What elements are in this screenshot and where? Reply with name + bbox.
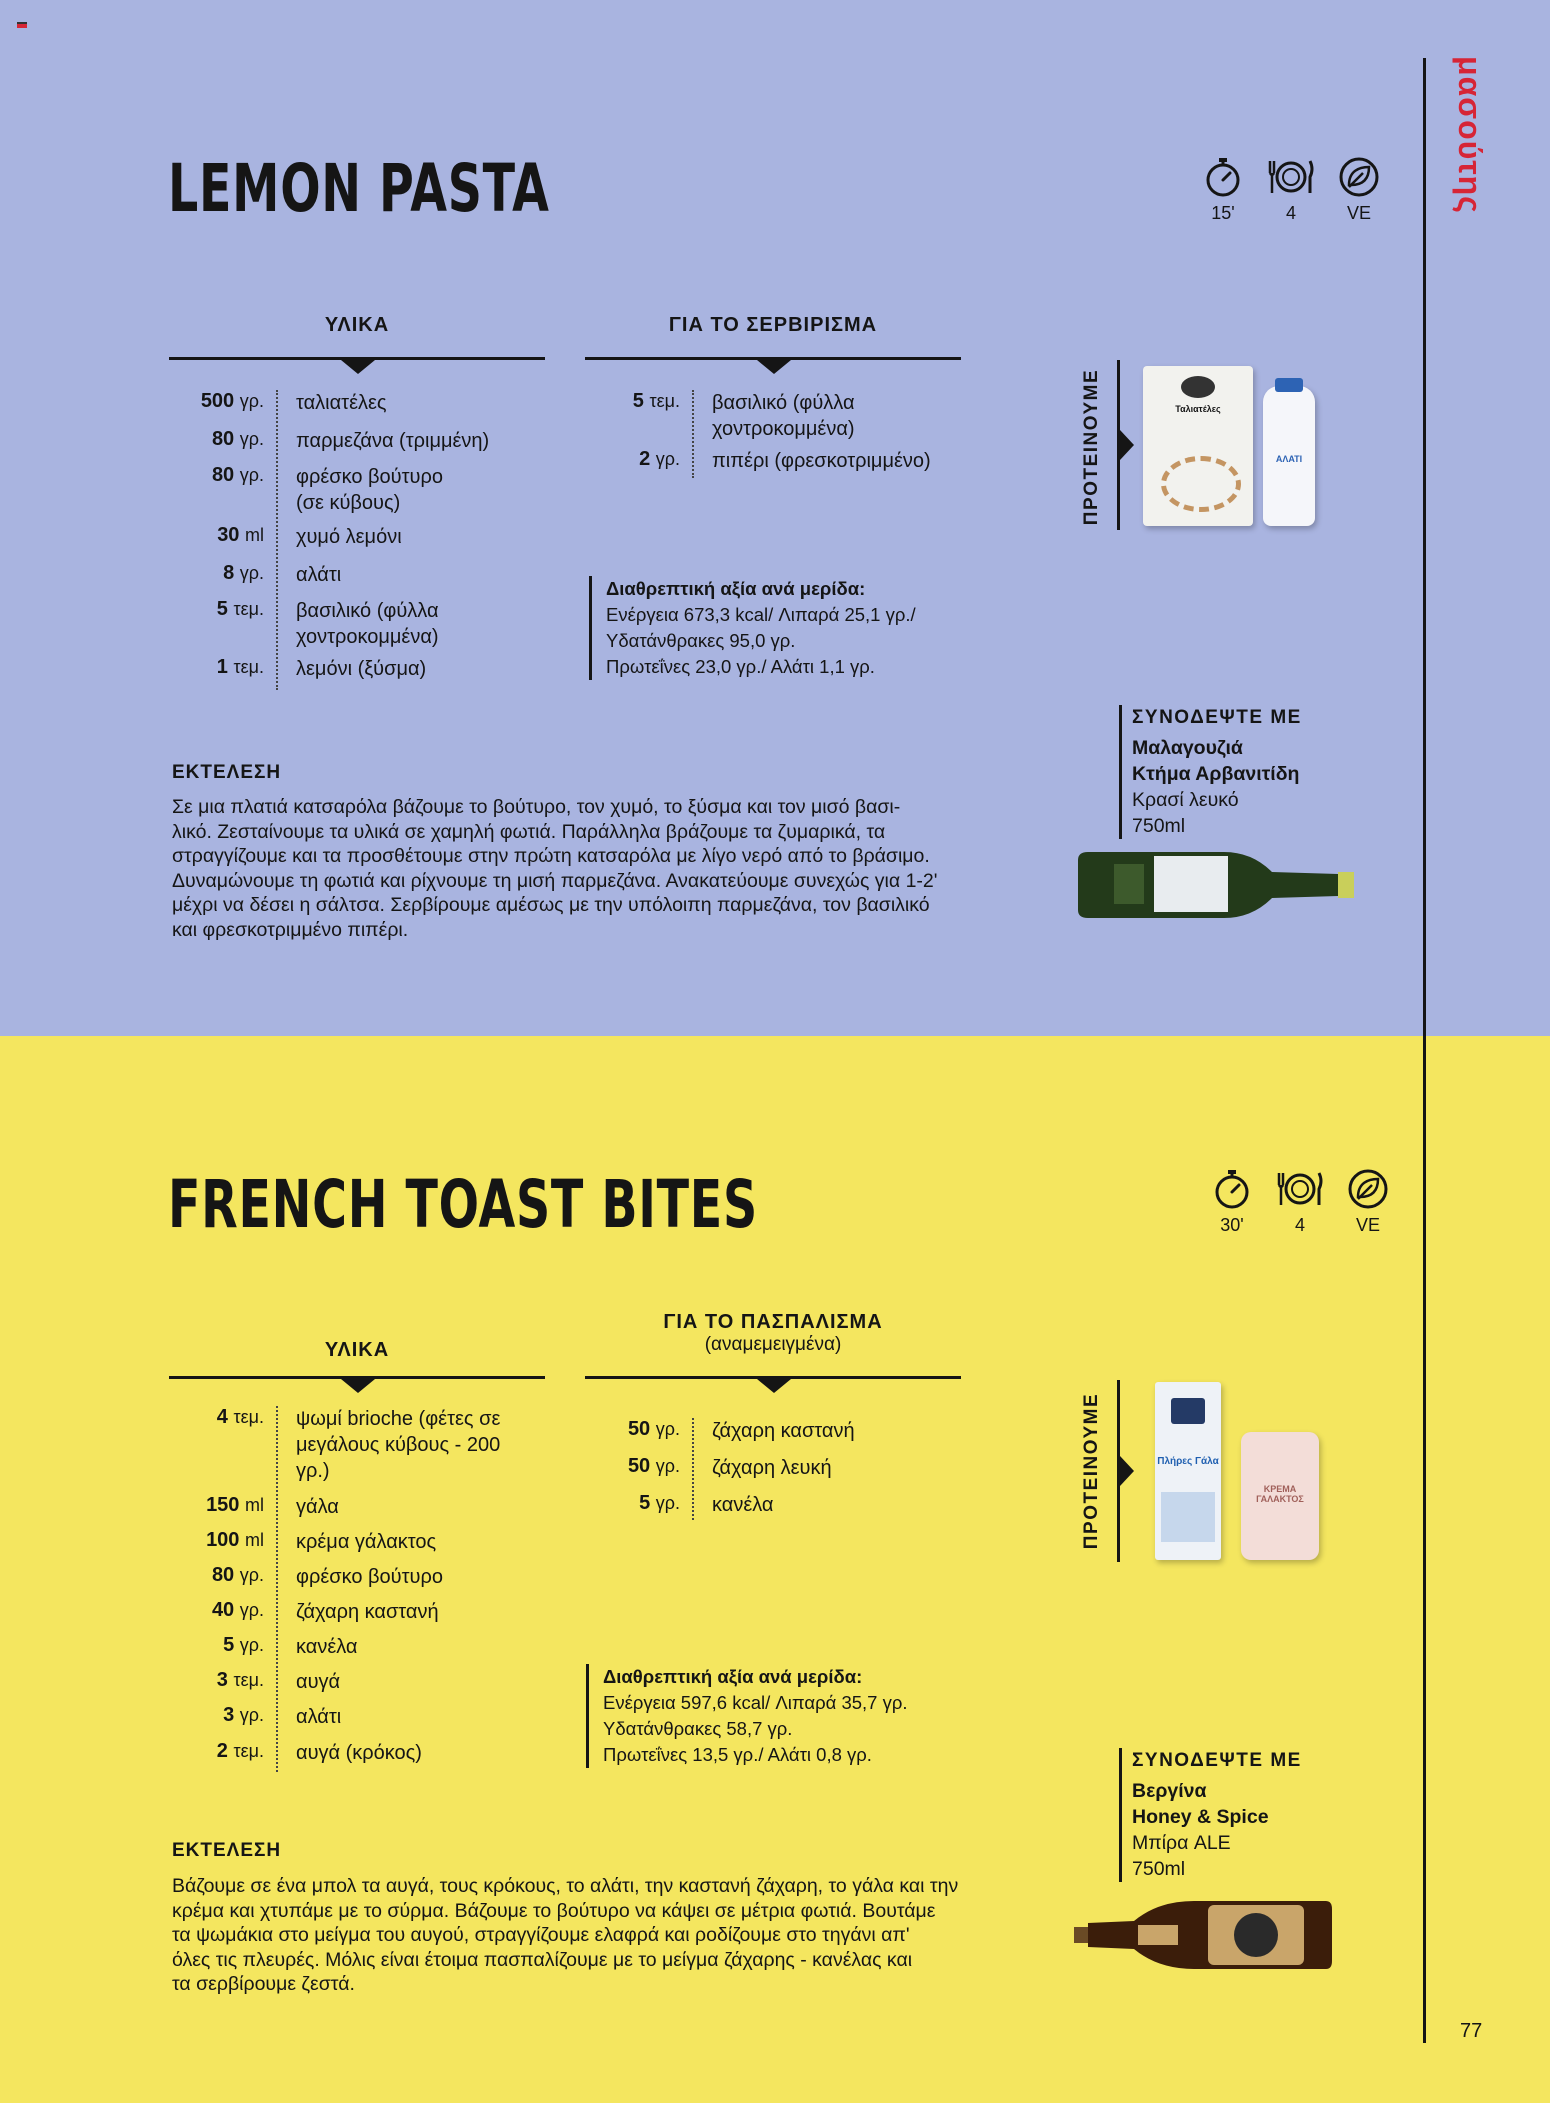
meta-time-value: 30' [1220,1215,1244,1235]
ingredient-divider [276,390,278,690]
meta-diet-value: VE [1346,203,1371,223]
serving-header: ΓΙΑ ΤΟ ΣΕΡΒΙΡΙΣΜΑ [668,314,878,336]
execution-text: Σε μια πλατιά κατσαρόλα βάζουμε το βούτυρο, τον χυμό, το ξύσμα και τον μισό βασι- λικό. Ζεσταίνουμε τα υλικά σε χαμηλή φωτιά. Παράλληλα βράζουμε τα ζυμαρικά, τα στραγγίζουμε και τα προσθέτουμε στην πρώτη κατσαρόλα με λίγο νερό από το βράσιμο. Δυναμώνουμε τη φωτιά και ρίχνουμε τη μισή παρμεζάνα. Ανακατεύουμε συνεχώς για 1-2' μέχρι να δέσει η σάλτσα. Σερβίρουμε αμέσως με την υπόλοιπη παρμεζάνα, τον βασιλικό και φρεσκοτριμμένο πιπέρι. [172,796,938,941]
meta-servings [1264,155,1318,224]
leaf-icon [1337,155,1381,199]
recipe-title: FRENCH TOAST BITES [168,1166,758,1243]
stopwatch-icon [1210,1167,1254,1211]
ingredients-header: ΥΛΙΚΑ [324,1339,390,1361]
ingredients-rule [169,1376,545,1379]
plate-cutlery-icon [1274,1167,1326,1211]
suggest-bar [1117,1380,1120,1562]
suggest-label: ΠΡΟΤΕΙΝΟΥΜΕ [1081,368,1102,526]
dusting-list: 50 γρ. ζάχαρη καστανή 50 γρ. ζάχαρη λευκή 5 γρ. κανέλα [584,1418,984,1522]
meta-servings [1273,1167,1327,1236]
recipe-title: LEMON PASTA [168,150,550,227]
dusting-divider [692,1418,694,1520]
recipe-meta [1205,1167,1395,1236]
pack-graphic [1161,1492,1215,1542]
dusting-rule [585,1376,961,1379]
corner-mark [17,22,27,28]
serving-divider [692,390,694,478]
serving-list: 5 τεμ. βασιλικό (φύλλα χοντροκομμένα) 2 γρ. πιπέρι (φρεσκοτριμμένο) [584,390,984,480]
nutrition-info: Διαθρεπτική αξία ανά μερίδα: Ενέργεια 597,6 kcal/ Λιπαρά 35,7 γρ. Υδατάνθρακες 58,7 γρ. Πρωτεΐνες 13,5 γρ./ Αλάτι 0,8 γρ. [586,1664,908,1768]
recipe-meta [1196,155,1386,224]
serving-rule [585,357,961,360]
meta-servings-value: 4 [1294,1215,1305,1235]
stopwatch-icon [1201,155,1245,199]
cream-pack: ΚΡΕΜΑ ΓΑΛΑΚΤΟΣ [1241,1432,1319,1560]
ingredient-divider [276,1406,278,1772]
execution-header: ΕΚΤΕΛΕΣΗ [172,762,282,783]
pairing-box: ΣΥΝΟΔΕΨΤΕ ΜΕ Βεργίνα Honey & Spice Μπίρα ALE 750ml [1119,1748,1302,1882]
meta-time-value: 15' [1211,203,1235,223]
page-number: 77 [1460,2020,1483,2042]
leaf-icon [1346,1167,1390,1211]
meta-time [1196,155,1250,224]
margin-rule [1423,58,1426,2043]
pasta-pack: Ταλιατέλες [1143,366,1253,526]
meta-servings-value: 4 [1285,203,1296,223]
ingredients-header: ΥΛΙΚΑ [324,314,390,336]
ingredients-rule [169,357,545,360]
execution-text: Βάζουμε σε ένα μπολ τα αυγά, τους κρόκους, το αλάτι, την καστανή ζάχαρη, το γάλα και την κρέμα και χτυπάμε με το σύρμα. Βάζουμε το βούτυρο να κάψει σε μέτρια φωτιά. Βουτάμε τα ψωμάκια στο μείγμα του αυγού, στραγγίζουμε ελαφρά και ροδίζουμε στο τηγάνι απ' όλες τις πλευρές. Μόλις είναι έτοιμα πασπαλίζουμε με το μείγμα ζάχαρης - κανέλας και τα σερβίρουμε ζεστά. [172,1875,959,1995]
ingredient-list: 4 τεμ. ψωμί brioche (φέτες σε μεγάλους κύβους - 200 γρ.) 150 ml γάλα 100 ml κρέμα γάλακτος 80 γρ. φρέσκο βούτυρο 40 γρ. ζάχαρη καστανή 5 γρ. κανέλα 3 τεμ. αυγά 3 γρ. αλάτι 2 τεμ. αυγά (κρόκος) [168,1406,568,1772]
dusting-subheader: (αναμεμειγμένα) [704,1334,842,1355]
nutrition-info: Διαθρεπτική αξία ανά μερίδα: Ενέργεια 673,3 kcal/ Λιπαρά 25,1 γρ./ Υδατάνθρακες 95,0 γρ. Πρωτεΐνες 23,0 γρ./ Αλάτι 1,1 γρ. [589,576,916,680]
meta-diet-value: VE [1355,1215,1380,1235]
bottle-cap [1275,378,1303,392]
plate-cutlery-icon [1265,155,1317,199]
pairing-box: ΣΥΝΟΔΕΨΤΕ ΜΕ Μαλαγουζιά Κτήμα Αρβανιτίδη Κρασί λευκό 750ml [1119,705,1302,839]
brand-emblem [1181,376,1215,398]
brand-emblem [1171,1398,1205,1424]
dusting-header: ΓΙΑ ΤΟ ΠΑΣΠΑΛΙΣΜΑ (αναμεμειγμένα) [585,1311,961,1356]
brand-logo: μασούτης [1452,56,1488,214]
salt-bottle: ΑΛΑΤΙ [1263,386,1315,526]
suggest-bar [1117,360,1120,530]
meta-diet [1332,155,1386,224]
pasta-image [1161,456,1241,512]
suggest-label: ΠΡΟΤΕΙΝΟΥΜΕ [1081,1392,1102,1550]
wine-bottle [1074,850,1358,924]
meta-time [1205,1167,1259,1236]
milk-pack: Πλήρες Γάλα [1155,1382,1221,1560]
execution-header: ΕΚΤΕΛΕΣΗ [172,1840,282,1861]
beer-bottle [1074,1895,1334,1975]
ingredient-list: 500 γρ. ταλιατέλες 80 γρ. παρμεζάνα (τριμμένη) 80 γρ. φρέσκο βούτυρο (σε κύβους) 30 ml χυμό λεμόνι 8 γρ. αλάτι 5 τεμ. βασιλικό (φύλλα χοντροκομμένα) 1 τεμ. λεμόνι (ξύσμα) [168,390,568,690]
meta-diet [1341,1167,1395,1236]
